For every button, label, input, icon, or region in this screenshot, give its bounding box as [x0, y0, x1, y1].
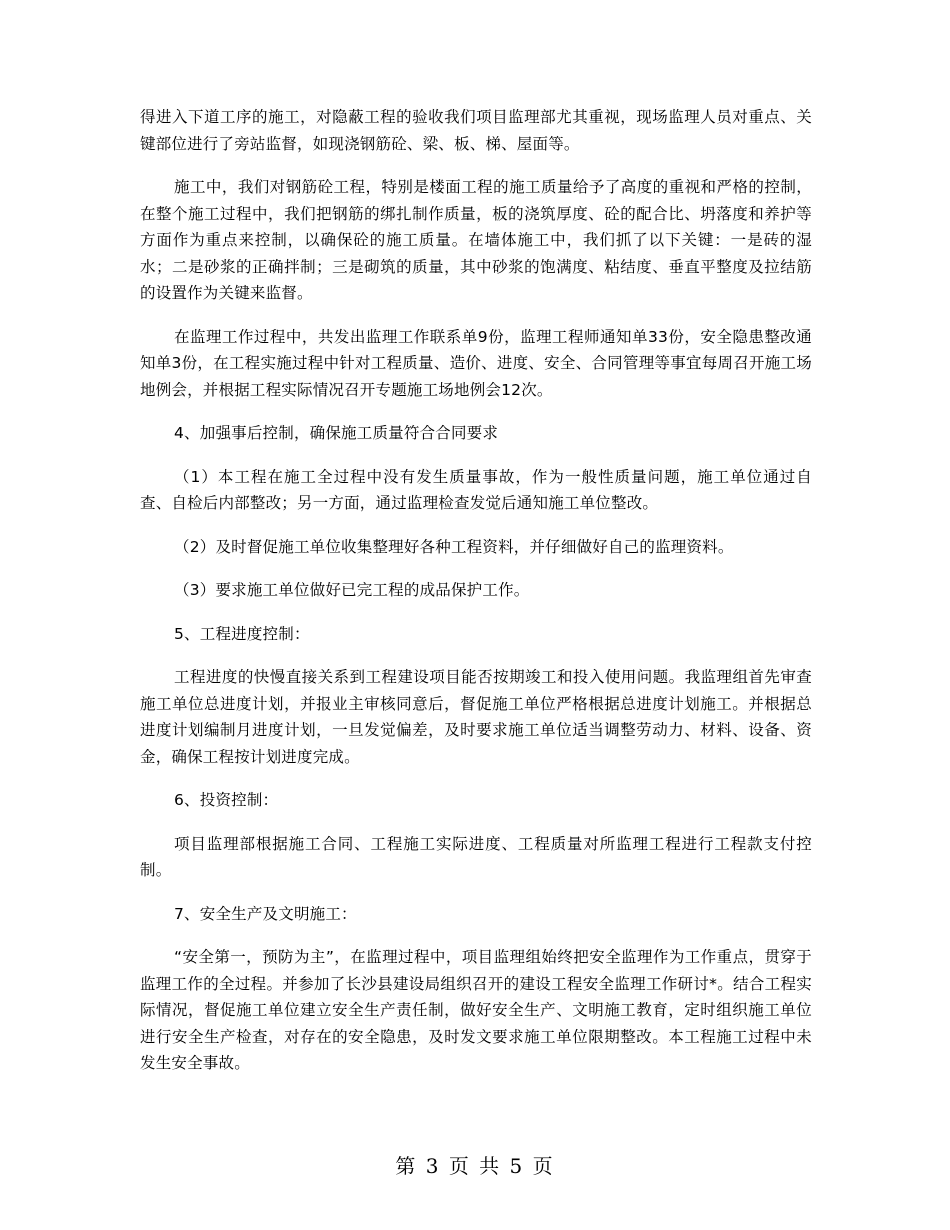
heading-schedule-control: 5、工程进度控制：	[174, 624, 310, 643]
paragraph-item-1: （1）本工程在施工全过程中没有发生质量事故，作为一般性质量问题，施工单位通过自查、自检后内部整改；另一方面，通过监理检查发觉后通知施工单位整改。	[140, 467, 812, 512]
heading-investment-control: 6、投资控制：	[174, 791, 279, 809]
paragraph-supervision-notices: 在监理工作过程中，共发出监理工作联系单9份，监理工程师通知单33份，安全隐患整改通知单3份，在工程实施过程中针对工程质量、造价、进度、安全、合同管理等事宜每周召开施工场地例会，并根据工程实际情况召开专题施工场地例会12次。	[140, 327, 812, 399]
heading-safety: 7、安全生产及文明施工：	[174, 904, 357, 923]
document-body	[140, 104, 812, 1094]
paragraph-rebar-concrete: 施工中，我们对钢筋砼工程，特别是楼面工程的施工质量给予了高度的重视和严格的控制，在整个施工过程中，我们把钢筋的绑扎制作质量，板的浇筑厚度、砼的配合比、坍落度和养护等方面作为重点来控制，以确保砼的施工质量。在墙体施工中，我们抓了以下关键：一是砖的湿水；二是砂浆的正确拌制；三是砌筑的质量，其中砂浆的饱满度、粘结度、垂直平整度及拉结筋的设置作为关键来监督。	[140, 178, 812, 302]
paragraph-item-2: （2）及时督促施工单位收集整理好各种工程资料，并仔细做好自己的监理资料。	[174, 537, 734, 556]
paragraph-continuation: 得进入下道工序的施工，对隐蔽工程的验收我们项目监理部尤其重视，现场监理人员对重点、关键部位进行了旁站监督，如现浇钢筋砼、梁、板、梯、屋面等。	[140, 108, 812, 153]
heading-post-control: 4、加强事后控制，确保施工质量符合合同要求	[174, 424, 499, 442]
paragraph-schedule: 工程进度的快慢直接关系到工程建设项目能否按期竣工和投入使用问题。我监理组首先审查施工单位总进度计划，并报业主审核同意后，督促施工单位严格根据总进度计划施工。并根据总进度计划编制月进度计划，一旦发觉偏差，及时要求施工单位适当调整劳动力、材料、设备、资金，确保工程按计划进度完成。	[140, 668, 812, 766]
paragraph-item-3: （3）要求施工单位做好已完工程的成品保护工作。	[174, 581, 530, 599]
page-number-footer: 第 3 页 共 5 页	[395, 1154, 555, 1178]
paragraph-investment: 项目监理部根据施工合同、工程施工实际进度、工程质量对所监理工程进行工程款支付控制。	[140, 834, 812, 879]
paragraph-safety: “安全第一，预防为主”，在监理过程中，项目监理组始终把安全监理作为工作重点，贯穿于监理工作的全过程。并参加了长沙县建设局组织召开的建设工程安全监理工作研讨*。结合工程实际情况，督促施工单位建立安全生产责任制，做好安全生产、文明施工教育，定时组织施工单位进行安全生产检查，对存在的安全隐患，及时发文要求施工单位限期整改。本工程施工过程中未发生安全事故。	[140, 948, 812, 1072]
